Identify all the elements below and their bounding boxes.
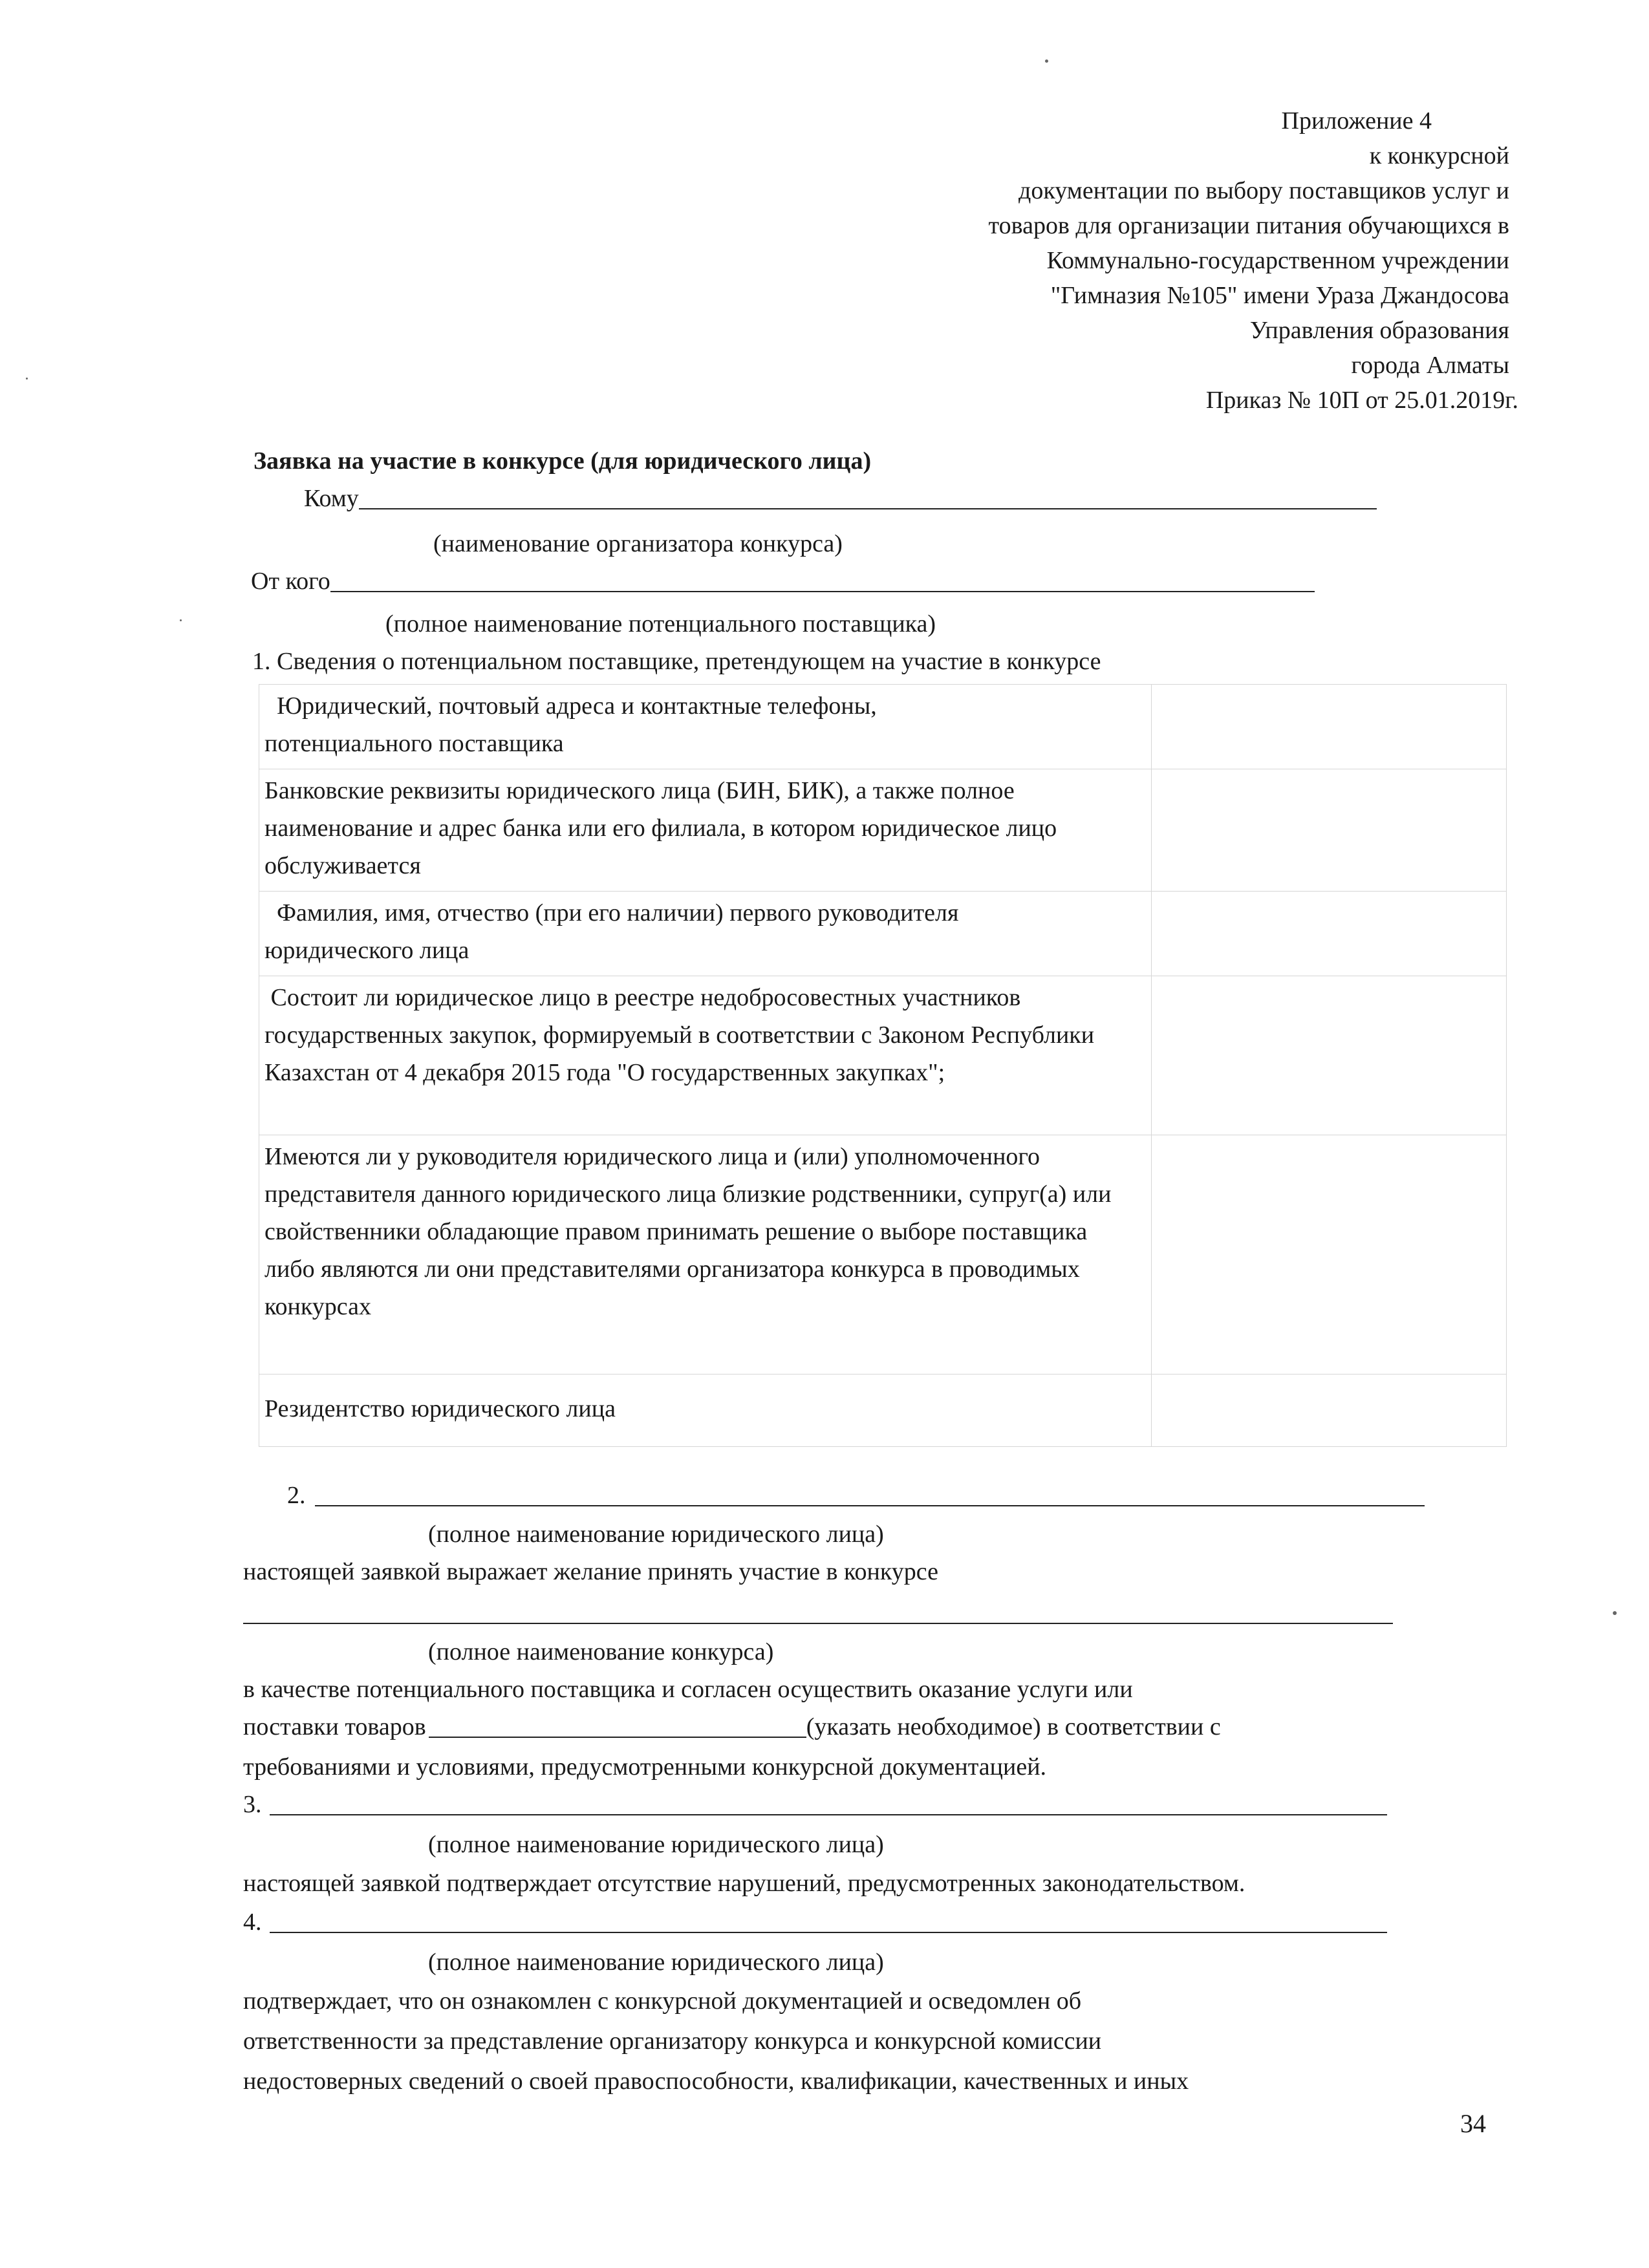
goods-blank-line[interactable]	[429, 1711, 806, 1738]
table-cell-label: Резидентство юридического лица	[259, 1375, 1152, 1447]
item-4-text-line: недостоверных сведений о своей правоспособности, квалификации, качественных и иных	[243, 2068, 1189, 2095]
header-line: Приказ № 10П от 25.01.2019г.	[1205, 387, 1518, 414]
item-2-text-line: требованиями и условиями, предусмотренными конкурсной документацией.	[243, 1753, 1047, 1781]
supplier-info-table	[259, 684, 1507, 1447]
item-2-text-line: в качестве потенциального поставщика и согласен осуществить оказание услуги или	[243, 1676, 1133, 1703]
header-line: Управления образования	[1249, 317, 1509, 344]
contest-name-row	[243, 1597, 1393, 1631]
item-4-caption: (полное наименование юридического лица)	[428, 1949, 884, 1976]
to-label: Кому	[304, 485, 359, 512]
item-4-row	[243, 1905, 1387, 1940]
header-line: к конкурсной	[1369, 142, 1509, 169]
table-cell-label: Имеются ли у руководителя юридического лица и (или) уполномоченного представителя данного юридического лица близкие родственники, супруг(а) или свойственники обладающие правом принимать решение о выборе поставщика либо являются ли они представителями организатора конкурса в проводимых конкурсах	[259, 1135, 1152, 1375]
item-4-blank-line[interactable]	[270, 1906, 1387, 1933]
scan-speck	[1045, 59, 1048, 63]
header-line: Приложение 4	[1281, 107, 1432, 134]
scan-speck	[180, 619, 182, 621]
item-3-caption: (полное наименование юридического лица)	[428, 1831, 884, 1858]
table-cell-label: Состоит ли юридическое лицо в реестре недобросовестных участников государственных закупок, формируемый в соответствии с Законом Республики Казахстан от 4 декабря 2015 года "О государственных закупках";	[259, 976, 1152, 1135]
item-4-number: 4.	[243, 1909, 262, 1936]
item-3-row	[243, 1787, 1387, 1822]
form-title: Заявка на участие в конкурсе (для юридического лица)	[253, 447, 872, 475]
scan-speck	[1613, 1611, 1617, 1615]
table-cell-label: Фамилия, имя, отчество (при его наличии) первого руководителя юридического лица	[259, 892, 1152, 976]
table-row	[259, 769, 1507, 892]
to-row	[304, 481, 1377, 516]
item-3-text: настоящей заявкой подтверждает отсутствие нарушений, предусмотренных законодательством.	[243, 1870, 1245, 1897]
item-3-blank-line[interactable]	[270, 1788, 1387, 1815]
from-label: От кого	[251, 568, 330, 595]
item-2-blank-line[interactable]	[315, 1479, 1425, 1506]
header-line: документации по выбору поставщиков услуг и	[1018, 177, 1509, 204]
table-cell-value[interactable]	[1152, 976, 1507, 1135]
header-line: "Гимназия №105" имени Ураза Джандосова	[1050, 282, 1509, 309]
table-cell-value[interactable]	[1152, 685, 1507, 769]
appendix-header	[988, 103, 1518, 418]
from-blank-line[interactable]	[330, 565, 1315, 592]
table-cell-label: Юридический, почтовый адреса и контактные телефоны, потенциального поставщика	[259, 685, 1152, 769]
item-2-caption: (полное наименование юридического лица)	[428, 1521, 884, 1548]
goods-text: (указать необходимое) в соответствии с	[806, 1713, 1221, 1740]
item-4-text-line: ответственности за представление организатору конкурса и конкурсной комиссии	[243, 2027, 1102, 2055]
to-blank-line[interactable]	[359, 482, 1377, 509]
from-caption: (полное наименование потенциального поставщика)	[385, 610, 936, 637]
item-3-number: 3.	[243, 1791, 262, 1818]
page-number: 34	[1460, 2109, 1486, 2138]
contest-name-blank-line[interactable]	[243, 1597, 1393, 1624]
section-1-heading: 1. Сведения о потенциальном поставщике, претендующем на участие в конкурсе	[252, 648, 1101, 675]
to-caption: (наименование организатора конкурса)	[433, 530, 843, 557]
item-2-number: 2.	[287, 1482, 306, 1509]
from-row	[251, 564, 1315, 599]
table-cell-value[interactable]	[1152, 892, 1507, 976]
table-cell-value[interactable]	[1152, 769, 1507, 892]
item-2-text: настоящей заявкой выражает желание принять участие в конкурсе	[243, 1558, 938, 1585]
goods-label: поставки товаров	[243, 1713, 426, 1740]
table-cell-value[interactable]	[1152, 1375, 1507, 1447]
header-line: Коммунально-государственном учреждении	[1046, 247, 1509, 274]
scan-speck	[26, 378, 28, 380]
table-cell-value[interactable]	[1152, 1135, 1507, 1375]
table-row	[259, 976, 1507, 1135]
item-2-row	[287, 1478, 1425, 1513]
table-row	[259, 685, 1507, 769]
table-row	[259, 892, 1507, 976]
item-4-text-line: подтверждает, что он ознакомлен с конкурсной документацией и осведомлен об	[243, 1987, 1082, 2015]
table-row	[259, 1135, 1507, 1375]
header-line: города Алматы	[1351, 352, 1509, 379]
contest-name-caption: (полное наименование конкурса)	[428, 1638, 774, 1665]
table-row	[259, 1375, 1507, 1447]
goods-row	[243, 1709, 1221, 1744]
table-cell-label: Банковские реквизиты юридического лица (БИН, БИК), а также полное наименование и адрес банка или его филиала, в котором юридическое лицо обслуживается	[259, 769, 1152, 892]
header-line: товаров для организации питания обучающихся в	[988, 212, 1509, 239]
